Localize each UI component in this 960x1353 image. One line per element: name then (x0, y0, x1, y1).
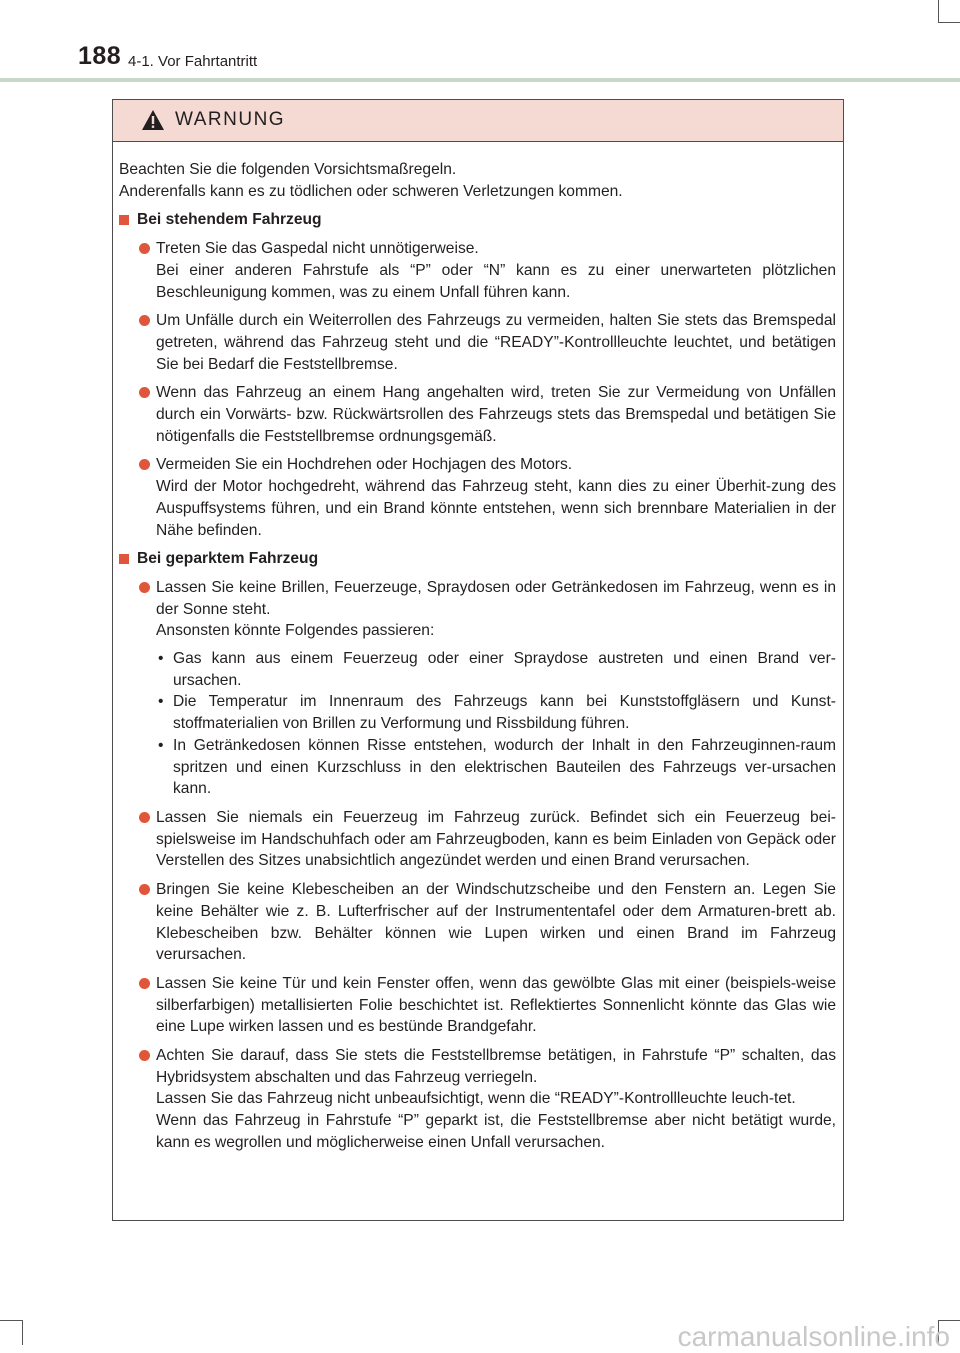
list-item (119, 238, 836, 303)
item-text: Treten Sie das Gaspedal nicht unnötigerweise. (156, 240, 479, 258)
sub-list-item (119, 735, 836, 800)
round-bullet-icon (139, 812, 150, 823)
item-text-more: Wenn das Fahrzeug in Fahrstufe “P” geparkt ist, die Feststellbremse aber nicht betätigt wurde, kann es wegrollen und möglicherweise einen Unfall verursachen. (156, 1112, 836, 1151)
list-item (119, 879, 836, 966)
item-text-more: Lassen Sie das Fahrzeug nicht unbeaufsichtigt, wenn die “READY”-Kontrollleuchte leuch-tet. (156, 1090, 796, 1108)
item-text: Lassen Sie niemals ein Feuerzeug im Fahrzeug zurück. Befindet sich ein Feuerzeug bei-spielsweise im Handschuhfach oder am Fahrzeugboden, kann es beim Einladen von Gepäck oder Verstellen des Sitzes unabsichtlich angezündet werden und einen Brand verursachen. (156, 808, 836, 870)
small-dot-icon: • (158, 693, 164, 711)
item-text: Vermeiden Sie ein Hochdrehen oder Hochjagen des Motors. (156, 456, 573, 474)
header-rule (0, 78, 960, 82)
warning-intro (119, 159, 836, 202)
round-bullet-icon (139, 884, 150, 895)
item-text: Bringen Sie keine Klebescheiben an der Windschutzscheibe und den Fenstern an. Legen Sie keine Behälter wie z. B. Lufterfrischer auf der Instrumententafel oder dem Armaturen-brett ab. Klebescheiben bzw. Behälter können wie Lupen wirken und einen Brand im Fahrzeug verursachen. (156, 881, 836, 964)
crop-mark (22, 1320, 23, 1345)
sub-list (119, 648, 836, 800)
round-bullet-icon (139, 582, 150, 593)
round-bullet-icon (139, 243, 150, 254)
item-text: Achten Sie darauf, dass Sie stets die Feststellbremse betätigen, in Fahrstufe “P” schalten, das Hybridsystem abschalten und das Fahrzeug verriegeln. (156, 1047, 836, 1086)
sub-item-text: Die Temperatur im Innenraum des Fahrzeugs kann bei Kunststoffgläsern und Kunst-stoffmaterialien von Brillen zu Verformung und Rissbildung führen. (173, 693, 836, 733)
list-item (119, 973, 836, 1038)
round-bullet-icon (139, 1050, 150, 1061)
sub-list-item (119, 691, 836, 734)
section-heading (119, 209, 836, 231)
warning-box (112, 99, 844, 1221)
section-heading (119, 548, 836, 570)
section-title: 4-1. Vor Fahrtantritt (128, 53, 258, 70)
list-item (119, 454, 836, 541)
sub-item-text: Gas kann aus einem Feuerzeug oder einer Spraydose austreten und einen Brand ver-ursachen. (173, 650, 836, 689)
list-item (119, 807, 836, 872)
round-bullet-icon (139, 315, 150, 326)
item-text-more: Ansonsten könnte Folgendes passieren: (156, 622, 435, 640)
warning-title: WARNUNG (175, 109, 286, 130)
list-item (119, 1045, 836, 1154)
small-dot-icon: • (158, 650, 164, 668)
intro-line: Beachten Sie die folgenden Vorsichtsmaßregeln. (119, 161, 457, 178)
item-text: Lassen Sie keine Brillen, Feuerzeuge, Spraydosen oder Getränkedosen im Fahrzeug, wenn es in der Sonne steht. (156, 578, 836, 618)
section-heading-text: Bei stehendem Fahrzeug (137, 211, 322, 229)
item-text-more: Bei einer anderen Fahrstufe als “P” oder “N” kann es zu einer unerwarteten plötzlichen Beschleunigung kommen, was zu einem Unfall führen kann. (156, 261, 836, 301)
warning-triangle-icon (141, 109, 165, 131)
watermark: carmanualsonline.info (677, 1321, 950, 1352)
round-bullet-icon (139, 459, 150, 470)
list-item (119, 382, 836, 447)
round-bullet-icon (139, 978, 150, 989)
square-bullet-icon (119, 554, 129, 564)
item-text: Lassen Sie keine Tür und kein Fenster offen, wenn das gewölbte Glas mit einer (beispiels-weise silberfarbigen) metallisierten Folie beschichtet ist. Reflektiertes Sonnenlicht könnte das Glas wie eine Lupe wirken lassen und es bestünde Brandgefahr. (156, 974, 836, 1036)
warning-header (113, 100, 843, 142)
square-bullet-icon (119, 215, 129, 225)
item-text-more: Wird der Motor hochgedreht, während das Fahrzeug steht, kann dies zu einer Überhit-zung des Auspuffsystems führen, und ein Brand könnte entstehen, wenn sich brennbare Materialien in der Nähe befinden. (156, 478, 836, 539)
list-item (119, 310, 836, 375)
sub-list-item (119, 648, 836, 691)
item-text: Um Unfälle durch ein Weiterrollen des Fahrzeugs zu vermeiden, halten Sie stets das Bremspedal getreten, während das Fahrzeug steht und die “READY”-Kontrollleuchte leuchtet, und betätigen Sie bei Bedarf die Feststellbremse. (156, 312, 836, 373)
sub-item-text: In Getränkedosen können Risse entstehen, wodurch der Inhalt in den Fahrzeuginnen-raum spritzen und einen Kurzschluss in den elektrischen Bauteilen des Fahrzeugs ver-ursachen kann. (173, 736, 836, 798)
crop-mark (0, 1320, 22, 1321)
warning-body (113, 142, 843, 1154)
intro-line: Anderenfalls kann es zu tödlichen oder schweren Verletzungen kommen. (119, 182, 623, 200)
list-item (119, 577, 836, 642)
page-header (0, 0, 960, 90)
page-number: 188 (78, 42, 122, 70)
round-bullet-icon (139, 387, 150, 398)
small-dot-icon: • (158, 736, 164, 754)
section-heading-text: Bei geparktem Fahrzeug (137, 550, 319, 568)
item-text: Wenn das Fahrzeug an einem Hang angehalten wird, treten Sie zur Vermeidung von Unfällen durch ein Vorwärts- bzw. Rückwärtsrollen des Fahrzeugs stets das Bremspedal und betätigen Sie nötigenfalls die Feststellbremse ordnungsgemäß. (156, 384, 836, 445)
